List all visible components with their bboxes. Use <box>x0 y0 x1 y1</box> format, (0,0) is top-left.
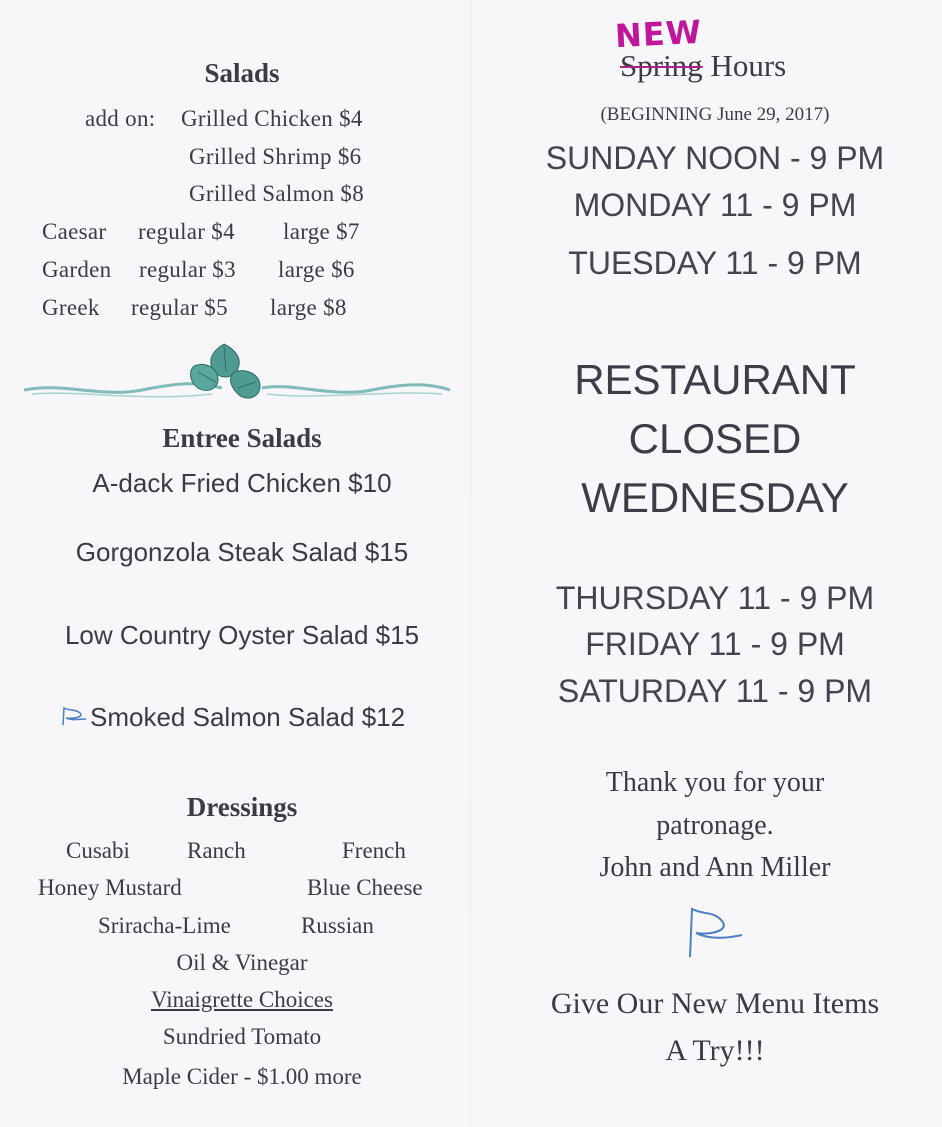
dressing-item: Oil & Vinegar <box>176 950 308 975</box>
leaf-ornament-icon <box>186 342 266 404</box>
flag-mark-icon <box>60 705 88 727</box>
hours-beginning-note: (BEGINNING June 29, 2017) <box>600 104 830 125</box>
closed-notice-line: RESTAURANT <box>574 356 856 403</box>
hours-day: MONDAY 11 - 9 PM <box>573 187 857 223</box>
vinaigrette-item: Sundried Tomato <box>162 1024 322 1049</box>
add-on-item: Grilled Chicken $4 <box>181 106 363 131</box>
salad-name: Caesar <box>42 219 107 244</box>
try-new-line: A Try!!! <box>665 1034 765 1067</box>
hours-day: TUESDAY 11 - 9 PM <box>568 245 862 281</box>
dressing-item: Russian <box>301 913 374 938</box>
salad-regular-price: regular $4 <box>138 219 235 244</box>
dressing-item: French <box>342 838 406 863</box>
hours-title <box>620 50 786 81</box>
vinaigrette-heading: Vinaigrette Choices <box>151 987 333 1012</box>
thanks-line: patronage. <box>656 810 774 841</box>
dressing-item: Honey Mustard <box>38 875 182 900</box>
add-on-item: Grilled Shrimp $6 <box>189 144 362 169</box>
dressing-item: Ranch <box>187 838 246 863</box>
try-new-line: Give Our New Menu Items <box>550 987 880 1020</box>
salad-name: Greek <box>42 295 100 320</box>
dressings-heading: Dressings <box>186 792 298 822</box>
add-on-item: Grilled Salmon $8 <box>189 181 365 206</box>
salad-large-price: large $8 <box>270 295 347 320</box>
salad-name: Garden <box>42 257 112 282</box>
hours-day: FRIDAY 11 - 9 PM <box>585 626 845 662</box>
hours-day: SUNDAY NOON - 9 PM <box>545 140 885 176</box>
dressing-item: Sriracha-Lime <box>98 913 231 938</box>
hours-day: SATURDAY 11 - 9 PM <box>557 673 873 709</box>
flag-mark-icon <box>684 905 746 959</box>
new-handwritten-mark: NEW <box>614 12 703 56</box>
entree-salads-heading: Entree Salads <box>162 423 322 453</box>
add-on-label: add on: <box>85 106 156 131</box>
hours-title-word: Hours <box>710 48 787 83</box>
entree-item: Gorgonzola Steak Salad $15 <box>75 537 409 567</box>
salad-regular-price: regular $5 <box>131 295 228 320</box>
page-fold <box>470 0 471 1127</box>
closed-notice-line: CLOSED <box>628 415 802 462</box>
vinaigrette-item: Maple Cider - $1.00 more <box>122 1064 362 1089</box>
entree-item: A-dack Fried Chicken $10 <box>92 468 392 498</box>
dressing-item: Blue Cheese <box>307 875 423 900</box>
entree-item: Smoked Salmon Salad $12 <box>90 702 406 732</box>
closed-notice-line: WEDNESDAY <box>581 474 849 521</box>
salad-regular-price: regular $3 <box>139 257 236 282</box>
struck-word: Spring <box>620 48 703 83</box>
salad-large-price: large $6 <box>278 257 355 282</box>
entree-item: Low Country Oyster Salad $15 <box>64 620 420 650</box>
thanks-signature: John and Ann Miller <box>599 852 831 883</box>
thanks-line: Thank you for your <box>605 767 825 798</box>
salad-large-price: large $7 <box>283 219 360 244</box>
salads-heading: Salads <box>204 58 280 88</box>
hours-day: THURSDAY 11 - 9 PM <box>555 580 875 616</box>
dressing-item: Cusabi <box>66 838 130 863</box>
